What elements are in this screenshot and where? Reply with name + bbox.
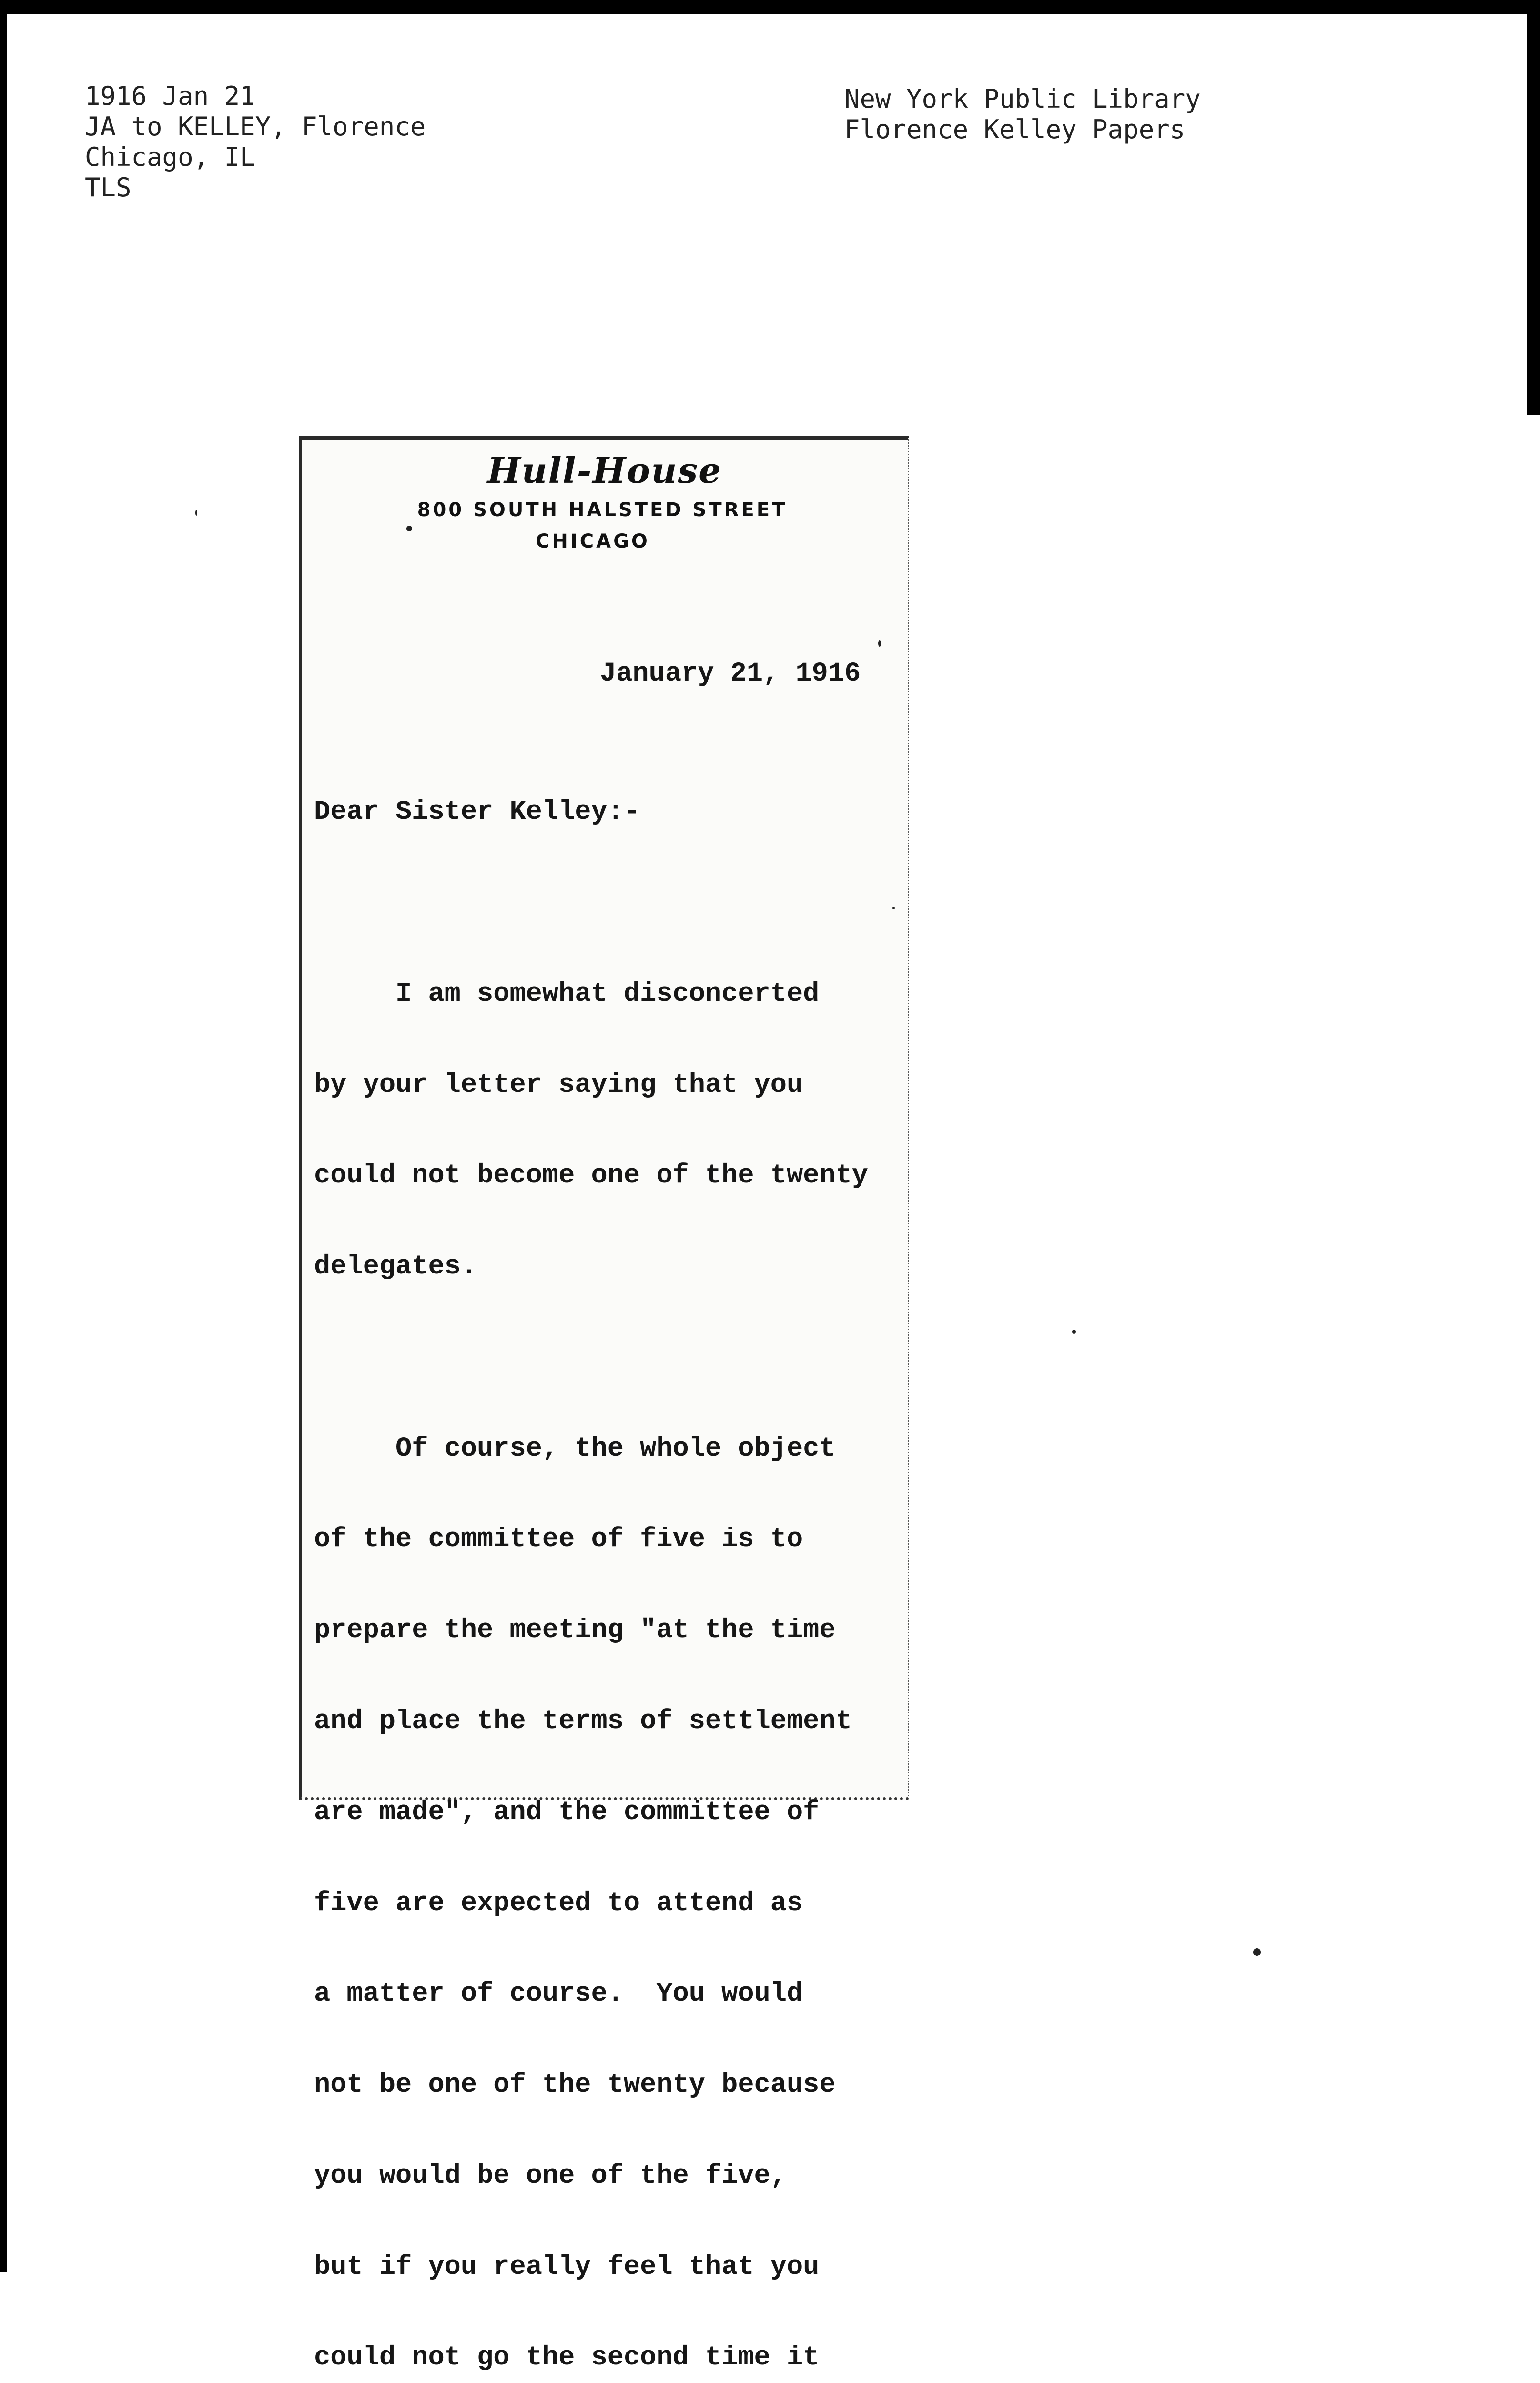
scan-border-right <box>1527 0 1540 415</box>
catalog-correspondents: JA to KELLEY, Florence <box>85 112 426 142</box>
catalog-repository: New York Public Library <box>844 84 1201 114</box>
scan-border-left <box>0 0 7 2272</box>
letter-line: of the committee of five is to <box>314 1524 803 1555</box>
letter-line: and place the terms of settlement <box>314 1706 852 1737</box>
letter-line: could not become one of the twenty <box>314 1161 868 1192</box>
letter-line: could not go the second time it <box>314 2342 820 2373</box>
scan-speck <box>878 640 881 647</box>
letter-line <box>314 1343 868 1374</box>
letter-line: are made", and the committee of <box>314 1797 820 1828</box>
scan-border-top <box>0 0 1540 14</box>
scan-speck <box>892 907 895 909</box>
letterhead-title: Hull-House <box>487 450 722 491</box>
letter-body <box>314 737 868 2383</box>
letter-line: I am somewhat disconcerted <box>314 978 820 1009</box>
scan-speck <box>1253 1948 1261 1956</box>
letter-line: prepare the meeting "at the time <box>314 1615 836 1646</box>
letter-line <box>314 888 868 919</box>
letter-date: January 21, 1916 <box>600 659 861 689</box>
catalog-info-right <box>844 84 1201 145</box>
catalog-collection: Florence Kelley Papers <box>844 114 1185 144</box>
scan-speck <box>406 526 412 531</box>
scan-speck <box>195 510 197 516</box>
catalog-place: Chicago, IL <box>85 142 255 172</box>
letter-line: five are expected to attend as <box>314 1888 803 1919</box>
letter-line: not be one of the twenty because <box>314 2070 836 2101</box>
letter-salutation: Dear Sister Kelley:- <box>314 797 640 828</box>
letterhead-address: 800 SOUTH HALSTED STREET <box>417 499 788 521</box>
scan-speck <box>1072 1330 1076 1334</box>
catalog-info-left <box>85 81 426 203</box>
catalog-type: TLS <box>85 173 132 203</box>
letterhead-city: CHICAGO <box>536 530 650 552</box>
catalog-date: 1916 Jan 21 <box>85 81 255 111</box>
letter-clipping <box>299 436 909 2373</box>
letter-line: delegates. <box>314 1252 477 1283</box>
letter-line: Of course, the whole object <box>314 1433 836 1464</box>
letter-line: by your letter saying that you <box>314 1069 803 1100</box>
letter-line: you would be one of the five, <box>314 2160 787 2191</box>
letter-line: but if you really feel that you <box>314 2251 820 2282</box>
letter-line: a matter of course. You would <box>314 1979 803 2010</box>
